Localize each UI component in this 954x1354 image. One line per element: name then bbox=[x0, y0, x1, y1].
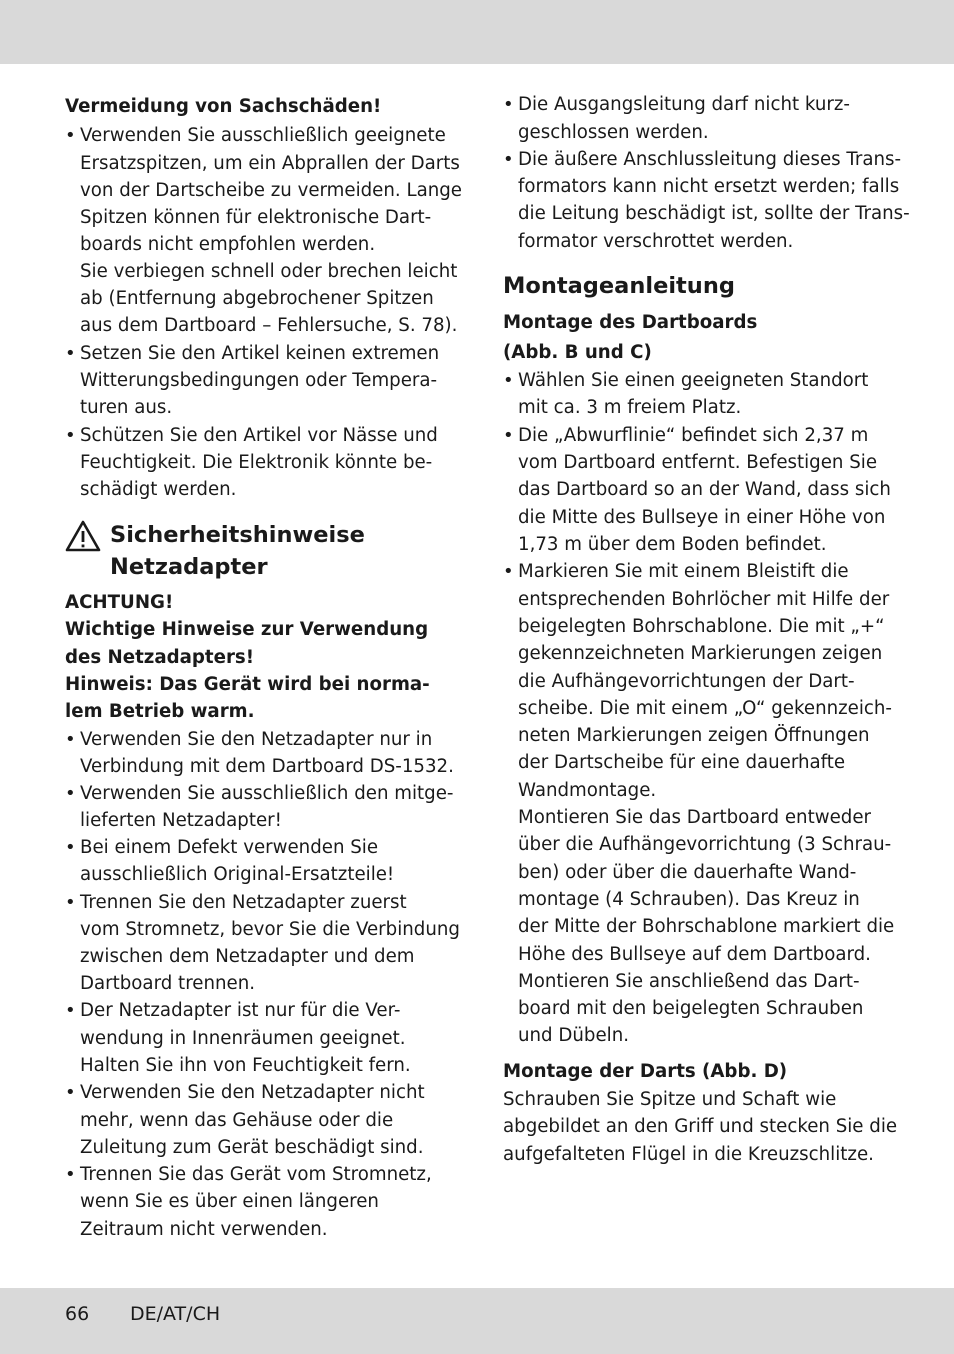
text-line: Bei einem Defekt verwenden Sie bbox=[80, 837, 379, 858]
text-line: Spitzen können für elektronische Dart- bbox=[80, 207, 432, 228]
text-line: aufgefalteten Flügel in die Kreuzschlitze. bbox=[503, 1144, 874, 1165]
text-line: Schützen Sie den Artikel vor Nässe und bbox=[80, 425, 438, 446]
text-line: vom Dartboard entfernt. Befestigen Sie bbox=[518, 452, 878, 473]
text-line: Montieren Sie das Dartboard entweder bbox=[518, 807, 871, 828]
achtung-label: ACHTUNG! bbox=[65, 592, 174, 613]
locale-label: DE/AT/CH bbox=[130, 1303, 221, 1325]
text-line: Zeitraum nicht verwenden. bbox=[80, 1219, 328, 1240]
bullet-dot: • bbox=[65, 343, 76, 364]
text-line: ab (Entfernung abgebrochener Spitzen bbox=[80, 288, 434, 309]
text-line: abgebildet an den Griff und stecken Sie die bbox=[503, 1116, 898, 1137]
heading-sicherheitshinweise: Sicherheitshinweise bbox=[110, 522, 365, 548]
page-number: 66 bbox=[65, 1303, 90, 1325]
text-line: Feuchtigkeit. Die Elektronik könnte be- bbox=[80, 452, 433, 473]
text-line: über die Aufhängevorrichtung (3 Schrau- bbox=[518, 834, 892, 855]
bullet-dot: • bbox=[503, 425, 514, 446]
text-line: Setzen Sie den Artikel keinen extremen bbox=[80, 343, 440, 364]
subheading-darts: Montage der Darts (Abb. D) bbox=[503, 1061, 788, 1082]
header-bar bbox=[0, 0, 954, 64]
bullet-dot: • bbox=[65, 125, 76, 146]
text-line: Montieren Sie anschließend das Dart- bbox=[518, 971, 860, 992]
text-line: turen aus. bbox=[80, 397, 173, 418]
text-line: entsprechenden Bohrlöcher mit Hilfe der bbox=[518, 589, 890, 610]
text-line: Sie verbiegen schnell oder brechen leicht bbox=[80, 261, 458, 282]
text-line: Verwenden Sie den Netzadapter nur in bbox=[80, 729, 433, 750]
text-line: boards nicht empfohlen werden. bbox=[80, 234, 376, 255]
bullet-dot: • bbox=[65, 1164, 76, 1185]
text-line: Die Ausgangsleitung darf nicht kurz- bbox=[518, 94, 850, 115]
bullet-dot: • bbox=[65, 425, 76, 446]
bullet-dot: • bbox=[65, 1000, 76, 1021]
text-line: Der Netzadapter ist nur für die Ver- bbox=[80, 1000, 401, 1021]
text-line: der Mitte der Bohrschablone markiert die bbox=[518, 916, 895, 937]
text-line: die Aufhängevorrichtungen der Dart- bbox=[518, 671, 855, 692]
text-line: wendung in Innenräumen geeignet. bbox=[80, 1028, 406, 1049]
text-line: Trennen Sie den Netzadapter zuerst bbox=[80, 892, 407, 913]
intro-line: Wichtige Hinweise zur Verwendung bbox=[65, 619, 429, 640]
text-line: montage (4 Schrauben). Das Kreuz in bbox=[518, 889, 860, 910]
text-line: zwischen dem Netzadapter und dem bbox=[80, 946, 415, 967]
text-line: das Dartboard so an der Wand, dass sich bbox=[518, 479, 891, 500]
text-line: beigelegten Bohrschablone. Die mit „+“ bbox=[518, 616, 885, 637]
warning-triangle-icon bbox=[65, 520, 101, 552]
text-line: Die „Abwurflinie“ befindet sich 2,37 m bbox=[518, 425, 869, 446]
text-line: gekennzeichneten Markierungen zeigen bbox=[518, 643, 883, 664]
bullet-dot: • bbox=[503, 94, 514, 115]
text-line: Wandmontage. bbox=[518, 780, 657, 801]
bullet-dot: • bbox=[65, 837, 76, 858]
text-line: Schrauben Sie Spitze und Schaft wie bbox=[503, 1089, 837, 1110]
text-line: geschlossen werden. bbox=[518, 122, 709, 143]
text-line: Ersatzspitzen, um ein Abprallen der Darts bbox=[80, 153, 460, 174]
text-line: neten Markierungen zeigen Öffnungen bbox=[518, 725, 870, 746]
text-line: formator verschrottet werden. bbox=[518, 231, 794, 252]
text-line: lieferten Netzadapter! bbox=[80, 810, 282, 831]
text-line: Witterungsbedingungen oder Tempera- bbox=[80, 370, 438, 391]
text-line: Höhe des Bullseye auf dem Dartboard. bbox=[518, 944, 871, 965]
text-line: Halten Sie ihn von Feuchtigkeit fern. bbox=[80, 1055, 411, 1076]
text-line: Verwenden Sie ausschließlich geeignete bbox=[80, 125, 446, 146]
text-line: schädigt werden. bbox=[80, 479, 237, 500]
text-line: scheibe. Die mit einem „O“ gekennzeich- bbox=[518, 698, 892, 719]
bullet-dot: • bbox=[503, 370, 514, 391]
text-line: wenn Sie es über einen längeren bbox=[80, 1191, 379, 1212]
text-line: aus dem Dartboard – Fehlersuche, S. 78). bbox=[80, 315, 458, 336]
text-line: Trennen Sie das Gerät vom Stromnetz, bbox=[80, 1164, 432, 1185]
text-line: von der Dartscheibe zu vermeiden. Lange bbox=[80, 180, 462, 201]
text-line: mehr, wenn das Gehäuse oder die bbox=[80, 1110, 394, 1131]
text-line: ausschließlich Original-Ersatzteile! bbox=[80, 864, 395, 885]
intro-line: lem Betrieb warm. bbox=[65, 701, 255, 722]
text-line: Dartboard trennen. bbox=[80, 973, 256, 994]
bullet-dot: • bbox=[65, 783, 76, 804]
text-line: die Leitung beschädigt ist, sollte der Trans- bbox=[518, 203, 910, 224]
bullet-dot: • bbox=[65, 1082, 76, 1103]
text-line: 1,73 m über dem Boden befindet. bbox=[518, 534, 827, 555]
bullet-dot: • bbox=[65, 892, 76, 913]
text-line: Wählen Sie einen geeigneten Standort bbox=[518, 370, 869, 391]
bullet-dot: • bbox=[503, 149, 514, 170]
heading-montageanleitung: Montageanleitung bbox=[503, 273, 735, 299]
text-line: Markieren Sie mit einem Bleistift die bbox=[518, 561, 849, 582]
text-line: formators kann nicht ersetzt werden; falls bbox=[518, 176, 900, 197]
text-line: die Mitte des Bullseye in einer Höhe von bbox=[518, 507, 886, 528]
intro-line: Hinweis: Das Gerät wird bei norma- bbox=[65, 674, 430, 695]
text-line: Verwenden Sie ausschließlich den mitge- bbox=[80, 783, 454, 804]
text-line: und Dübeln. bbox=[518, 1025, 630, 1046]
intro-line: des Netzadapters! bbox=[65, 647, 255, 668]
text-line: ben) oder über die dauerhafte Wand- bbox=[518, 862, 857, 883]
bullet-dot: • bbox=[65, 729, 76, 750]
heading-netzadapter: Netzadapter bbox=[110, 554, 268, 580]
text-line: der Dartscheibe für eine dauerhafte bbox=[518, 752, 846, 773]
text-line: board mit den beigelegten Schrauben bbox=[518, 998, 864, 1019]
text-line: Die äußere Anschlussleitung dieses Trans- bbox=[518, 149, 902, 170]
text-line: mit ca. 3 m freiem Platz. bbox=[518, 397, 742, 418]
text-line: Verbindung mit dem Dartboard DS-1532. bbox=[80, 756, 454, 777]
subheading-dartboard: Montage des Dartboards bbox=[503, 312, 758, 333]
text-line: vom Stromnetz, bevor Sie die Verbindung bbox=[80, 919, 460, 940]
text-line: Verwenden Sie den Netzadapter nicht bbox=[80, 1082, 425, 1103]
text-line: Zuleitung zum Gerät beschädigt sind. bbox=[80, 1137, 424, 1158]
subheading-dartboard-ref: (Abb. B und C) bbox=[503, 342, 652, 363]
bullet-dot: • bbox=[503, 561, 514, 582]
heading-sachschaeden: Vermeidung von Sachschäden! bbox=[65, 96, 382, 117]
